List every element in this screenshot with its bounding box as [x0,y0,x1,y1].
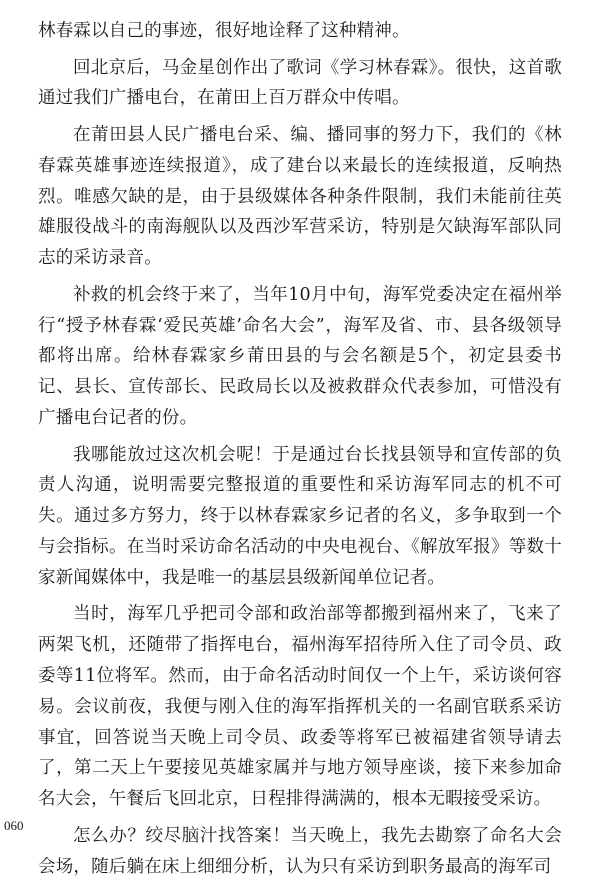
paragraph-2: 回北京后，马金星创作出了歌词《学习林春霖》。很快，这首歌通过我们广播电台，在莆田上百万群众中传唱。 [38,57,562,109]
paragraph-7: 怎么办？绞尽脑汁找答案！当天晚上，我先去勘察了命名大会会场，随后躺在床上细细分析，认为只有采访到职务最高的海军司 [38,825,562,877]
paragraph-3: 在莆田县人民广播电台采、编、播同事的努力下，我们的《林春霖英雄事迹连续报道》，成了建台以来最长的连续报道，反响热烈。唯感欠缺的是，由于县级媒体各种条件限制，我们未能前往英雄服役战斗的南海舰队以及西沙军营采访，特别是欠缺海军部队同志的采访录音。 [38,124,562,269]
page-body [38,16,562,888]
page-number: 060 [4,818,24,833]
paragraph-4: 补救的机会终于来了，当年10月中旬，海军党委决定在福州举行“授予林春霖‘爱民英雄’命名大会”，海军及省、市、县各级领导都将出席。给林春霖家乡莆田县的与会名额是5个，初定县委书记、县长、宣传部长、民政局长以及被救群众代表参加，可惜没有广播电台记者的份。 [38,284,562,428]
paragraph-1: 林春霖以自己的事迹，很好地诠释了这种精神。 [38,21,410,41]
paragraph-6: 当时，海军几乎把司令部和政治部等都搬到福州来了，飞来了两架飞机，还随带了指挥电台，福州海军招待所入住了司令员、政委等11位将军。然而，由于命名活动时间仅一个上午，采访谈何容易。会议前夜，我便与刚入住的海军指挥机关的一名副官联系采访事宜，回答说当天晚上司令员、政委等将军已被福建省领导请去了，第二天上午要接见英雄家属并与地方领导座谈，接下来参加命名大会，午餐后飞回北京，日程排得满满的，根本无暇接受采访。 [38,604,562,810]
paragraph-5: 我哪能放过这次机会呢！于是通过台长找县领导和宣传部的负责人沟通，说明需要完整报道的重要性和采访海军同志的机不可失。通过多方努力，终于以林春霖家乡记者的名义，多争取到一个与会指标。在当时采访命名活动的中央电视台、《解放军报》等数十家新闻媒体中，我是唯一的基层县级新闻单位记者。 [38,444,562,588]
